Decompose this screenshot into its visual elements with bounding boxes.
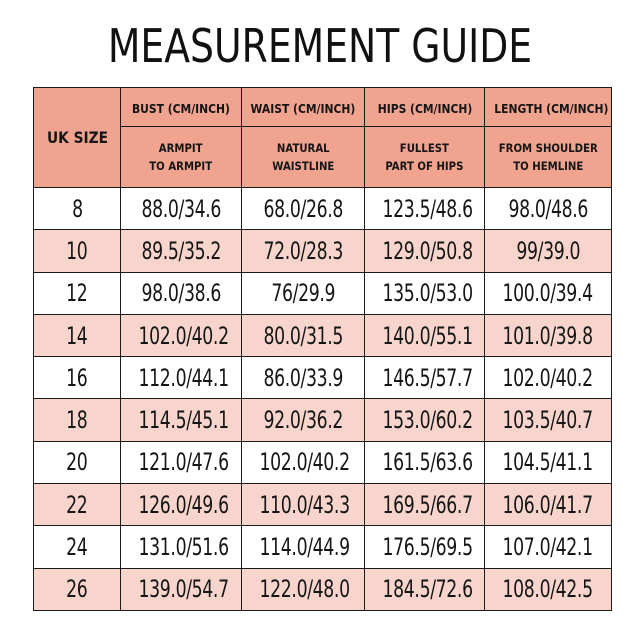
hips-sub-line1: FULLEST xyxy=(399,141,450,155)
bust-value: 112.0/44.1 xyxy=(138,363,229,392)
size-value: 16 xyxy=(66,363,88,392)
length-value: 103.5/40.7 xyxy=(502,406,594,435)
table-row xyxy=(34,188,612,230)
table-row xyxy=(34,272,612,314)
length-value: 102.0/40.2 xyxy=(502,363,594,392)
waist-value: 86.0/33.9 xyxy=(263,363,343,392)
bust-cell xyxy=(121,230,242,272)
waist-value: 72.0/28.3 xyxy=(263,236,343,265)
waist-value: 76/29.9 xyxy=(271,279,335,308)
hips-value: 129.0/50.8 xyxy=(382,236,473,265)
bust-value: 131.0/51.6 xyxy=(138,533,229,562)
waist-value: 122.0/48.0 xyxy=(259,575,350,604)
length-cell xyxy=(485,441,612,483)
bust-cell xyxy=(121,484,242,526)
waist-cell xyxy=(242,230,365,272)
bust-cell xyxy=(121,357,242,399)
hips-value: 146.5/57.7 xyxy=(382,363,473,392)
table-row xyxy=(34,526,612,568)
length-cell xyxy=(485,526,612,568)
size-cell xyxy=(34,272,121,314)
waist-cell xyxy=(242,526,365,568)
hips-header xyxy=(365,88,485,127)
hips-value: 176.5/69.5 xyxy=(382,533,473,562)
bust-value: 139.0/54.7 xyxy=(138,575,229,604)
length-value: 108.0/42.5 xyxy=(502,575,594,604)
hips-cell xyxy=(365,568,485,610)
length-cell xyxy=(485,357,612,399)
hips-value: 140.0/55.1 xyxy=(382,321,473,350)
bust-sub-line2: TO ARMPIT xyxy=(149,159,213,173)
size-cell xyxy=(34,526,121,568)
bust-value: 102.0/40.2 xyxy=(138,321,229,350)
table-row xyxy=(34,568,612,610)
length-value: 104.5/41.1 xyxy=(502,448,594,477)
table-row xyxy=(34,314,612,356)
waist-sub-line1: NATURAL xyxy=(276,141,330,155)
uk-size-header xyxy=(34,88,121,188)
bust-value: 114.5/45.1 xyxy=(138,406,229,435)
bust-value: 88.0/34.6 xyxy=(141,194,221,223)
length-sub-line1: FROM SHOULDER xyxy=(498,141,598,155)
length-subheader xyxy=(485,127,612,188)
hips-cell xyxy=(365,357,485,399)
size-value: 24 xyxy=(66,533,88,562)
waist-header-label: WAIST (CM/INCH) xyxy=(250,100,356,116)
header-row xyxy=(34,88,612,127)
bust-sub-line1: ARMPIT xyxy=(159,141,203,155)
waist-cell xyxy=(242,188,365,230)
waist-cell xyxy=(242,484,365,526)
waist-value: 102.0/40.2 xyxy=(259,448,350,477)
waist-cell xyxy=(242,441,365,483)
size-cell xyxy=(34,314,121,356)
length-value: 107.0/42.1 xyxy=(502,533,594,562)
bust-cell xyxy=(121,568,242,610)
length-value: 106.0/41.7 xyxy=(502,490,594,519)
size-value: 14 xyxy=(66,321,88,350)
waist-value: 110.0/43.3 xyxy=(259,490,350,519)
length-cell xyxy=(485,314,612,356)
bust-cell xyxy=(121,526,242,568)
waist-cell xyxy=(242,568,365,610)
waist-cell xyxy=(242,272,365,314)
hips-value: 153.0/60.2 xyxy=(382,406,473,435)
size-value: 18 xyxy=(66,406,88,435)
uk-size-label: UK SIZE xyxy=(46,128,108,147)
size-value: 20 xyxy=(66,448,88,477)
hips-sub-line2: PART OF HIPS xyxy=(385,159,464,173)
waist-subheader xyxy=(242,127,365,188)
size-cell xyxy=(34,441,121,483)
bust-value: 121.0/47.6 xyxy=(138,448,229,477)
waist-value: 114.0/44.9 xyxy=(259,533,350,562)
size-value: 22 xyxy=(66,490,88,519)
waist-sub-line2: WAISTLINE xyxy=(271,159,335,173)
subheader-row xyxy=(34,127,612,188)
size-cell xyxy=(34,357,121,399)
size-cell xyxy=(34,230,121,272)
bust-cell xyxy=(121,188,242,230)
hips-cell xyxy=(365,441,485,483)
table-row xyxy=(34,484,612,526)
waist-value: 80.0/31.5 xyxy=(263,321,343,350)
length-header xyxy=(485,88,612,127)
length-value: 100.0/39.4 xyxy=(502,279,594,308)
waist-header xyxy=(242,88,365,127)
waist-cell xyxy=(242,314,365,356)
hips-cell xyxy=(365,399,485,441)
hips-cell xyxy=(365,230,485,272)
table-row xyxy=(34,357,612,399)
hips-value: 184.5/72.6 xyxy=(382,575,473,604)
length-cell xyxy=(485,484,612,526)
hips-cell xyxy=(365,484,485,526)
length-cell xyxy=(485,188,612,230)
hips-cell xyxy=(365,314,485,356)
hips-cell xyxy=(365,526,485,568)
length-cell xyxy=(485,230,612,272)
bust-cell xyxy=(121,272,242,314)
size-value: 12 xyxy=(66,279,88,308)
hips-header-label: HIPS (CM/INCH) xyxy=(377,100,472,116)
waist-cell xyxy=(242,357,365,399)
hips-value: 169.5/66.7 xyxy=(382,490,473,519)
hips-cell xyxy=(365,272,485,314)
length-header-label: LENGTH (CM/INCH) xyxy=(494,100,609,116)
length-cell xyxy=(485,399,612,441)
bust-value: 89.5/35.2 xyxy=(141,236,221,265)
bust-cell xyxy=(121,441,242,483)
hips-cell xyxy=(365,188,485,230)
waist-value: 68.0/26.8 xyxy=(263,194,343,223)
waist-value: 92.0/36.2 xyxy=(263,406,343,435)
page-title: MEASUREMENT GUIDE xyxy=(107,19,533,73)
length-value: 99/39.0 xyxy=(516,236,580,265)
size-value: 8 xyxy=(71,194,83,223)
bust-value: 98.0/38.6 xyxy=(141,279,221,308)
table-row xyxy=(34,399,612,441)
size-cell xyxy=(34,484,121,526)
waist-cell xyxy=(242,399,365,441)
length-cell xyxy=(485,272,612,314)
table-row xyxy=(34,230,612,272)
measurement-table xyxy=(33,87,612,611)
bust-header-label: BUST (CM/INCH) xyxy=(132,100,230,116)
size-cell xyxy=(34,568,121,610)
length-value: 101.0/39.8 xyxy=(502,321,594,350)
bust-subheader xyxy=(121,127,242,188)
hips-subheader xyxy=(365,127,485,188)
size-value: 10 xyxy=(66,236,88,265)
hips-value: 135.0/53.0 xyxy=(382,279,473,308)
table-row xyxy=(34,441,612,483)
hips-value: 161.5/63.6 xyxy=(382,448,473,477)
bust-cell xyxy=(121,314,242,356)
length-cell xyxy=(485,568,612,610)
bust-value: 126.0/49.6 xyxy=(138,490,229,519)
bust-header xyxy=(121,88,242,127)
size-cell xyxy=(34,188,121,230)
length-value: 98.0/48.6 xyxy=(508,194,588,223)
bust-cell xyxy=(121,399,242,441)
length-sub-line2: TO HEMLINE xyxy=(512,159,584,173)
size-cell xyxy=(34,399,121,441)
size-value: 26 xyxy=(66,575,88,604)
hips-value: 123.5/48.6 xyxy=(382,194,473,223)
